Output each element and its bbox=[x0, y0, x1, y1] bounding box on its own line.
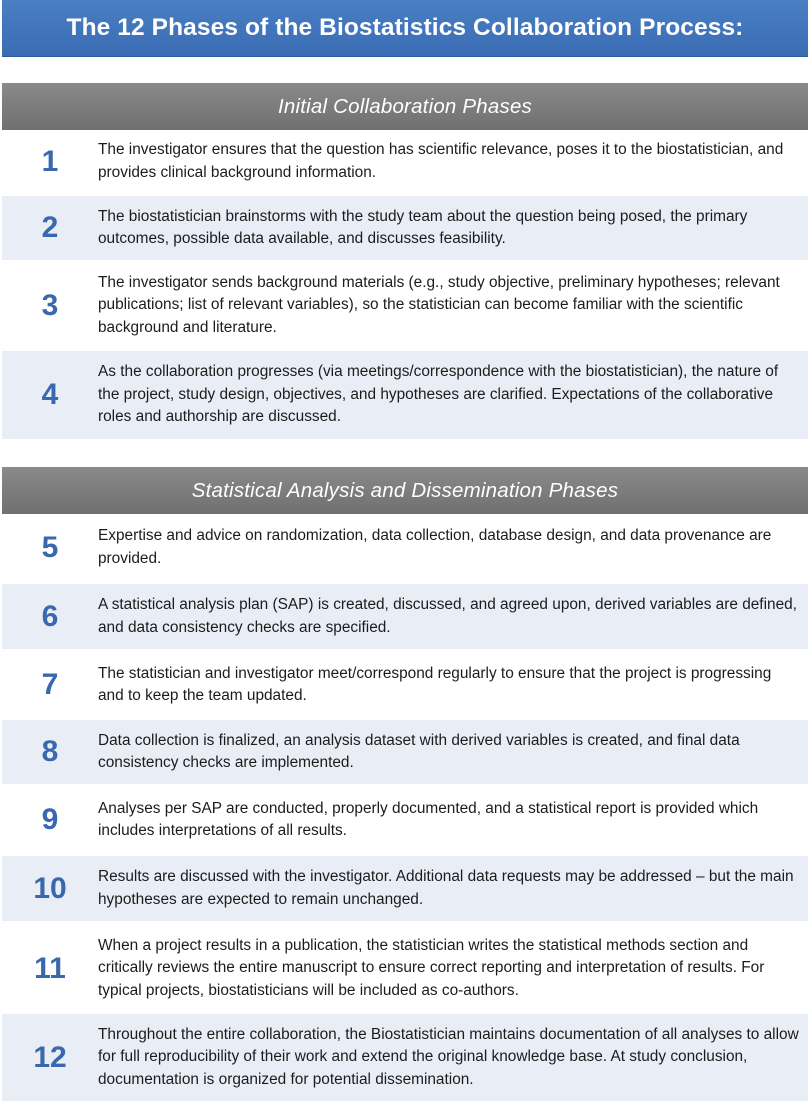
phase-row bbox=[2, 925, 808, 1012]
phase-row bbox=[2, 1014, 808, 1101]
phase-description: Analyses per SAP are conducted, properly documented, and a statistical report is provided which includes interpretations of all results. bbox=[98, 799, 759, 839]
section-heading: Statistical Analysis and Dissemination Phases bbox=[191, 478, 619, 502]
phase-row bbox=[2, 856, 808, 921]
phase-description: Throughout the entire collaboration, the Biostatistician maintains documentation of all analyses to allow for full reproducibility of their work and extend the original knowledge base. At study conclusion, documentation is organized for potential dissemination. bbox=[98, 1025, 799, 1088]
phase-row bbox=[2, 516, 808, 579]
phase-number: 11 bbox=[34, 951, 66, 985]
phase-row bbox=[2, 196, 808, 260]
phase-number: 7 bbox=[41, 668, 59, 701]
phase-description: A statistical analysis plan (SAP) is created, discussed, and agreed upon, derived variables are defined, and data consistency checks are specified. bbox=[98, 596, 797, 636]
phase-number: 5 bbox=[41, 530, 59, 564]
phase-number: 3 bbox=[41, 288, 59, 322]
phase-number: 8 bbox=[41, 735, 59, 768]
phase-row bbox=[2, 263, 808, 348]
phase-number: 10 bbox=[33, 871, 67, 905]
phase-row bbox=[2, 720, 808, 784]
phase-description: The investigator ensures that the question has scientific relevance, poses it to the biostatistician, and provides clinical background information. bbox=[98, 141, 784, 181]
phase-number: 6 bbox=[41, 599, 59, 633]
phase-description: Expertise and advice on randomization, data collection, database design, and data provenance are provided. bbox=[98, 527, 772, 567]
phase-row bbox=[2, 788, 808, 852]
phase-number: 1 bbox=[41, 144, 59, 178]
phase-description: The biostatistician brainstorms with the study team about the question being posed, the primary outcomes, possible data available, and discusses feasibility. bbox=[98, 207, 748, 247]
page-title: The 12 Phases of the Biostatistics Collaboration Process: bbox=[66, 14, 744, 41]
phase-number: 4 bbox=[41, 378, 59, 411]
phase-row bbox=[2, 653, 808, 717]
phase-number: 9 bbox=[41, 803, 59, 836]
section-heading: Initial Collaboration Phases bbox=[277, 94, 533, 118]
section-header-analysis bbox=[2, 467, 808, 514]
phase-row bbox=[2, 584, 808, 649]
phase-description: The statistician and investigator meet/correspond regularly to ensure that the project is progressing and to keep the team updated. bbox=[98, 664, 772, 704]
phase-description: As the collaboration progresses (via meetings/correspondence with the biostatistician), the nature of the project, study design, objectives, and hypotheses are clarified. Expectations of the collaborative roles and authorship are discussed. bbox=[98, 363, 779, 426]
phase-description: When a project results in a publication, the statistician writes the statistical methods section and critically reviews the entire manuscript to ensure correct reporting and interpretation of results. For typical projects, biostatisticians will be included as co-authors. bbox=[98, 936, 765, 999]
phase-row bbox=[2, 130, 808, 193]
phase-description: Data collection is finalized, an analysis dataset with derived variables is created, and final data consistency checks are implemented. bbox=[98, 731, 740, 771]
phase-number: 12 bbox=[33, 1040, 67, 1074]
phase-description: The investigator sends background materials (e.g., study objective, preliminary hypotheses; relevant publications; list of relevant variables), so the statistician can become familiar with the scientific background and literature. bbox=[98, 273, 780, 336]
phase-number: 2 bbox=[41, 211, 59, 244]
section-header-initial bbox=[2, 83, 808, 130]
title-banner bbox=[2, 0, 808, 57]
phase-description: Results are discussed with the investigator. Additional data requests may be addressed – but the main hypotheses are expected to remain unchanged. bbox=[98, 868, 794, 908]
phase-row bbox=[2, 351, 808, 439]
